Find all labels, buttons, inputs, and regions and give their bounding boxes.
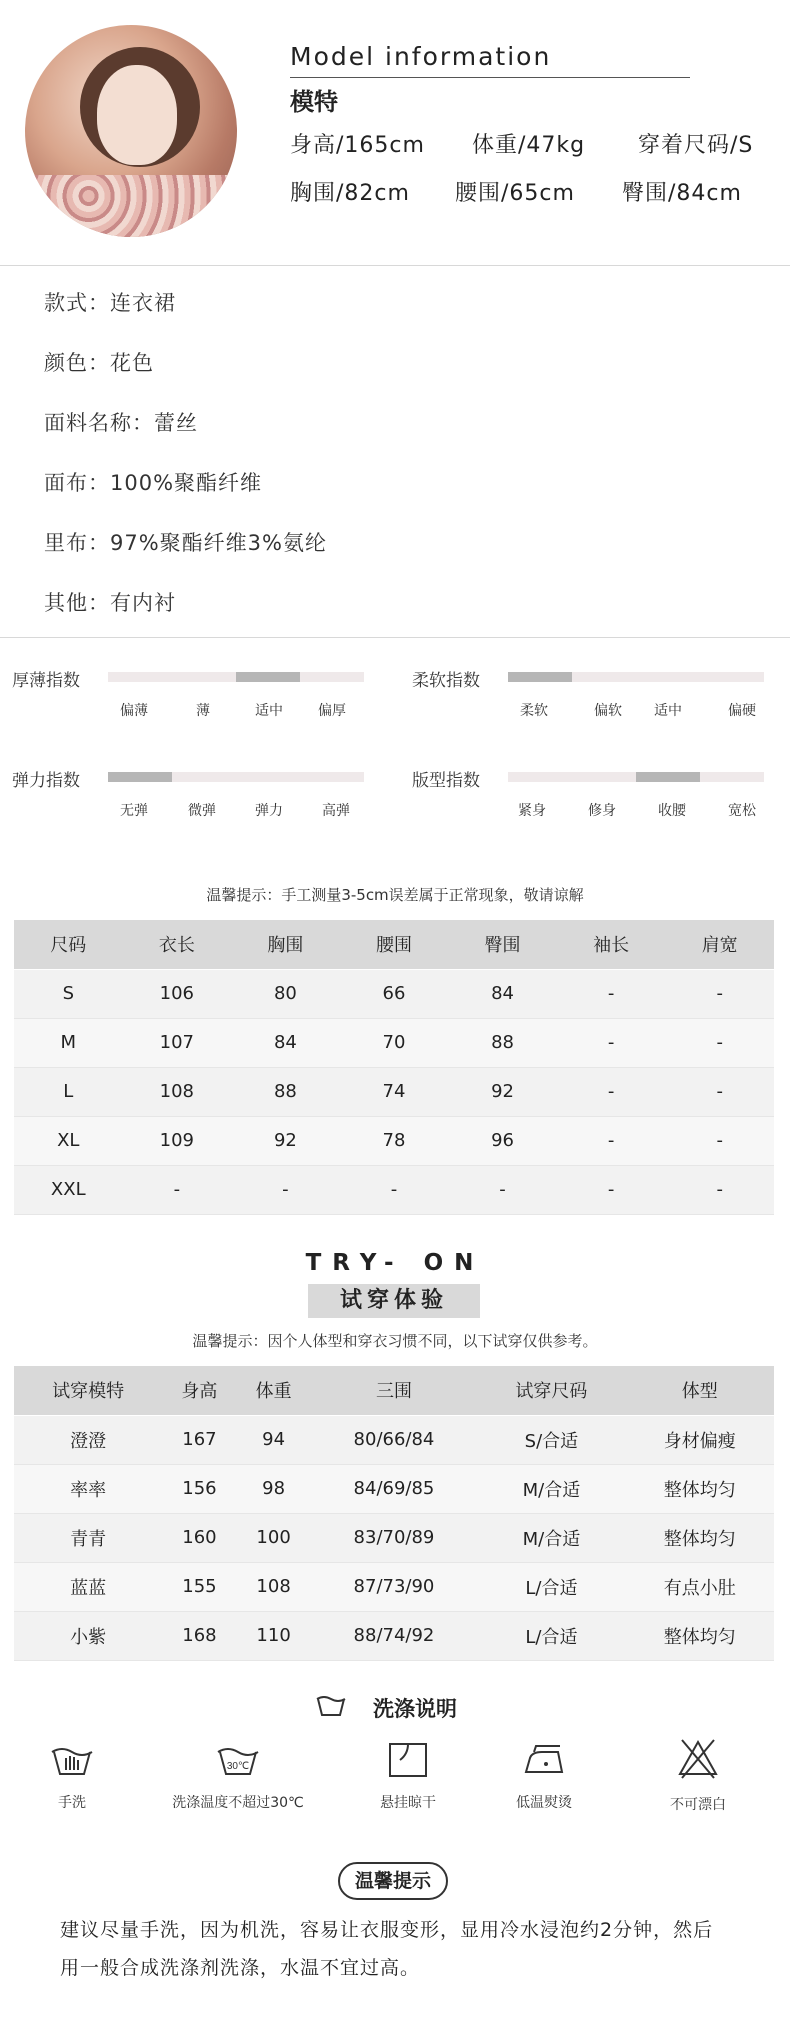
table-cell: - [665,1067,774,1116]
table-cell: - [231,1165,340,1214]
wash-label: 手洗 [58,1795,86,1811]
table-cell: - [665,1165,774,1214]
table-cell: 小紫 [14,1611,162,1660]
table-cell: - [665,969,774,1018]
index-tick: 偏软 [594,703,622,719]
table-cell: 87/73/90 [311,1562,478,1611]
table-cell: XL [14,1116,123,1165]
index-tick: 适中 [255,703,283,719]
table-cell: 160 [162,1513,236,1562]
wash-title: 洗涤说明 [373,1697,457,1721]
tip-text-line1: 建议尽量手洗，因为机洗，容易让衣服变形，显用冷水浸泡约2分钟，然后 [60,1919,714,1941]
index-tick: 薄 [196,703,210,719]
index-marker-elasticity [108,772,172,782]
column-header: 腰围 [340,920,449,969]
table-cell: - [557,969,666,1018]
table-row [14,1464,774,1513]
column-header: 肩宽 [665,920,774,969]
table-row [14,1018,774,1067]
table-header-row [14,920,774,969]
index-tick: 无弹 [120,803,148,819]
wash-label: 低温熨烫 [516,1795,572,1811]
table-cell: 70 [340,1018,449,1067]
index-track-fit [508,772,764,782]
table-cell: 108 [237,1562,311,1611]
model-info-title: Model information [290,42,552,71]
model-hip: 臀围/84cm [622,181,742,206]
table-cell: 青青 [14,1513,162,1562]
column-header: 袖长 [557,920,666,969]
column-header: 臀围 [448,920,557,969]
spec-other: 其他：有内衬 [44,591,176,615]
column-header: 体型 [626,1366,774,1415]
tryon-table [14,1366,774,1661]
table-row [14,1611,774,1660]
table-cell: 88 [231,1067,340,1116]
table-cell: 66 [340,969,449,1018]
table-cell: 蓝蓝 [14,1562,162,1611]
index-marker-thickness [236,672,300,682]
index-tick: 高弹 [322,803,350,819]
table-cell: 88/74/92 [311,1611,478,1660]
table-cell: 78 [340,1116,449,1165]
wash-label: 不可漂白 [670,1797,726,1813]
index-tick: 偏薄 [120,703,148,719]
table-row [14,1165,774,1214]
index-tick: 偏硬 [728,703,756,719]
column-header: 试穿模特 [14,1366,162,1415]
table-cell: 107 [123,1018,232,1067]
table-cell: 96 [448,1116,557,1165]
table-cell: 168 [162,1611,236,1660]
table-cell: 84 [231,1018,340,1067]
model-height: 身高/165cm [290,133,425,158]
table-cell: - [557,1165,666,1214]
table-cell: 84/69/85 [311,1464,478,1513]
column-header: 身高 [162,1366,236,1415]
table-cell: M/合适 [477,1513,625,1562]
index-track-thickness [108,672,364,682]
table-row [14,1067,774,1116]
table-cell: 108 [123,1067,232,1116]
table-cell: - [557,1067,666,1116]
svg-text:30℃: 30℃ [226,1761,250,1772]
spec-fabric-name: 面料名称：蕾丝 [44,411,198,435]
tip-text-line2: 用一般合成洗涤剂洗涤，水温不宜过高。 [60,1957,421,1979]
index-track-elasticity [108,772,364,782]
table-cell: 整体均匀 [626,1611,774,1660]
model-size: 穿着尺码/S [638,133,754,158]
table-cell: 110 [237,1611,311,1660]
low-iron-icon [522,1740,566,1780]
table-cell: - [665,1116,774,1165]
spec-outer-fabric: 面布：100%聚酯纤维 [44,471,263,495]
index-track-softness [508,672,764,682]
table-cell: S/合适 [477,1415,625,1464]
table-row [14,1415,774,1464]
table-cell: - [340,1165,449,1214]
table-cell: 80 [231,969,340,1018]
table-cell: 106 [123,969,232,1018]
index-tick: 修身 [588,803,616,819]
tryon-notice: 温馨提示：因个人体型和穿衣习惯不同，以下试穿仅供参考。 [192,1332,598,1350]
divider [0,637,790,638]
spec-lining: 里布：97%聚酯纤维3%氨纶 [44,531,327,555]
index-label-thickness: 厚薄指数 [12,671,80,691]
hand-wash-icon [50,1740,94,1780]
table-cell: 83/70/89 [311,1513,478,1562]
table-cell: 109 [123,1116,232,1165]
column-header: 三围 [311,1366,478,1415]
tip-badge: 温馨提示 [338,1862,448,1900]
index-tick: 弹力 [255,803,283,819]
table-cell: 98 [237,1464,311,1513]
index-marker-fit [636,772,700,782]
table-cell: 88 [448,1018,557,1067]
divider [0,265,790,266]
column-header: 试穿尺码 [477,1366,625,1415]
table-header-row [14,1366,774,1415]
table-cell: M [14,1018,123,1067]
table-cell: 澄澄 [14,1415,162,1464]
index-tick: 微弹 [188,803,216,819]
column-header: 衣长 [123,920,232,969]
table-cell: 率率 [14,1464,162,1513]
column-header: 胸围 [231,920,340,969]
table-row [14,1562,774,1611]
table-cell: 92 [231,1116,340,1165]
table-row [14,969,774,1018]
index-label-softness: 柔软指数 [412,671,480,691]
table-cell: - [123,1165,232,1214]
wash-label: 洗涤温度不超过30℃ [172,1795,304,1811]
table-cell: 80/66/84 [311,1415,478,1464]
table-cell: 156 [162,1464,236,1513]
index-tick: 偏厚 [318,703,346,719]
table-cell: 92 [448,1067,557,1116]
table-cell: 167 [162,1415,236,1464]
index-tick: 柔软 [520,703,548,719]
divider [290,77,690,78]
table-cell: - [448,1165,557,1214]
index-marker-softness [508,672,572,682]
table-cell: 整体均匀 [626,1464,774,1513]
wash-30c-icon [216,1740,260,1780]
table-cell: L/合适 [477,1562,625,1611]
tryon-title-en: TRY- ON [305,1250,485,1276]
table-cell: 155 [162,1562,236,1611]
index-label-fit: 版型指数 [412,771,480,791]
model-weight: 体重/47kg [472,133,586,158]
wash-label: 悬挂晾干 [380,1795,436,1811]
column-header: 尺码 [14,920,123,969]
model-waist: 腰围/65cm [455,181,575,206]
model-bust: 胸围/82cm [290,181,410,206]
model-info-subtitle: 模特 [290,88,338,116]
table-row [14,1116,774,1165]
hang-dry-icon [386,1740,430,1780]
model-photo [25,25,237,237]
index-tick: 收腰 [658,803,686,819]
table-cell: - [557,1116,666,1165]
table-cell: L [14,1067,123,1116]
table-cell: M/合适 [477,1464,625,1513]
table-cell: XXL [14,1165,123,1214]
index-tick: 宽松 [728,803,756,819]
spec-color: 颜色：花色 [44,351,154,375]
tryon-title-cn: 试穿体验 [308,1284,480,1318]
column-header: 体重 [237,1366,311,1415]
index-tick: 紧身 [518,803,546,819]
table-cell: 100 [237,1513,311,1562]
table-row [14,1513,774,1562]
table-cell: L/合适 [477,1611,625,1660]
table-cell: - [557,1018,666,1067]
table-cell: S [14,969,123,1018]
table-cell: 94 [237,1415,311,1464]
table-cell: - [665,1018,774,1067]
table-cell: 74 [340,1067,449,1116]
table-cell: 身材偏瘦 [626,1415,774,1464]
no-bleach-icon [676,1738,720,1778]
index-label-elasticity: 弹力指数 [12,771,80,791]
size-table [14,920,774,1215]
spec-style: 款式：连衣裙 [44,291,176,315]
size-notice: 温馨提示：手工测量3-5cm误差属于正常现象，敬请谅解 [206,886,584,904]
table-cell: 84 [448,969,557,1018]
table-cell: 整体均匀 [626,1513,774,1562]
index-tick: 适中 [654,703,682,719]
table-cell: 有点小肚 [626,1562,774,1611]
